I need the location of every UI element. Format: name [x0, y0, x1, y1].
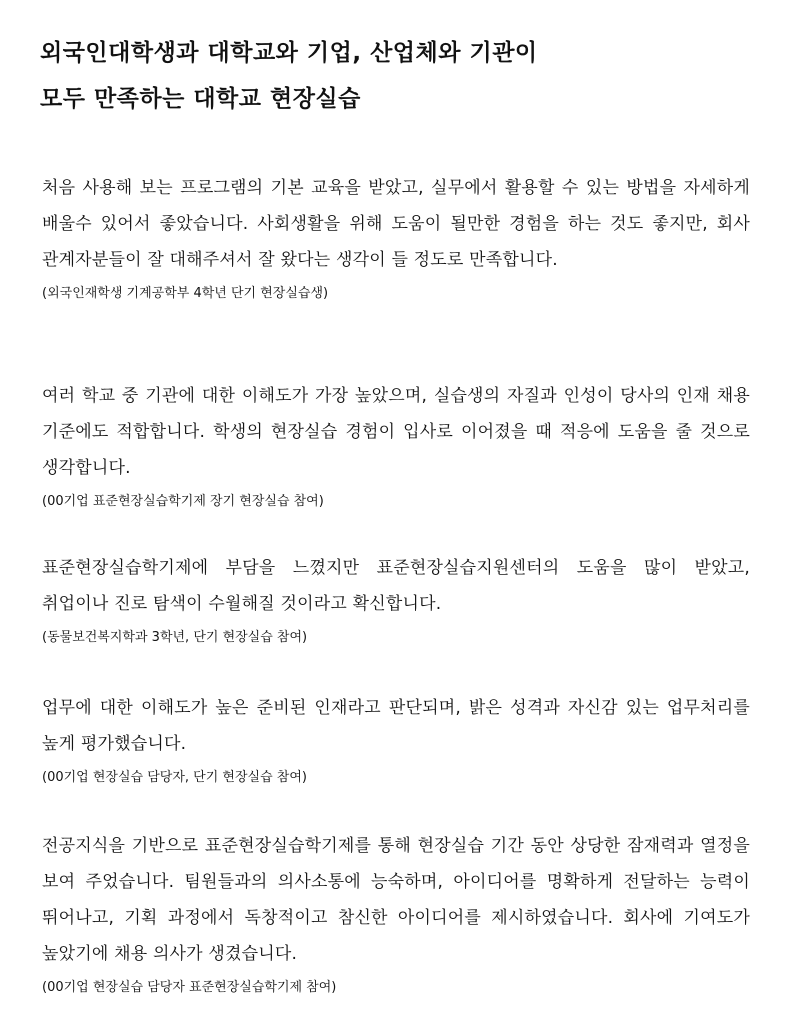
- testimonial-student-mechanical: [42, 170, 750, 306]
- testimonial-quote: 여러 학교 중 기관에 대한 이해도가 가장 높았으며, 실습생의 자질과 인성이 당사의 인재 채용 기준에도 적합합니다. 학생의 현장실습 경험이 입사로 이어졌을 때 적응에 도움을 줄 것으로 생각합니다.: [42, 386, 750, 478]
- testimonial-quote: 표준현장실습학기제에 부담을 느꼈지만 표준현장실습지원센터의 도움을 많이 받았고, 취업이나 진로 탐색이 수월해질 것이라고 확신합니다.: [42, 558, 750, 614]
- testimonial-quote: 처음 사용해 보는 프로그램의 기본 교육을 받았고, 실무에서 활용할 수 있는 방법을 자세하게 배울수 있어서 좋았습니다. 사회생활을 위해 도움이 될만한 경험을 하는 것도 좋지만, 회사 관계자분들이 잘 대해주셔서 잘 왔다는 생각이 들 정도로 만족합니다.: [42, 178, 750, 270]
- testimonial-company-hiring: [42, 828, 750, 1000]
- testimonial-source: (00기업 현장실습 담당자 표준현장실습학기제 참여): [42, 980, 337, 995]
- title-line-1: 외국인대학생과 대학교와 기업, 산업체와 기관이: [40, 40, 538, 66]
- testimonial-company-short-term: [42, 690, 750, 790]
- testimonial-quote: 전공지식을 기반으로 표준현장실습학기제를 통해 현장실습 기간 동안 상당한 잠재력과 열정을 보여 주었습니다. 팀원들과의 의사소통에 능숙하며, 아이디어를 명확하게 전달하는 능력이 뛰어나고, 기획 과정에서 독창적이고 참신한 아이디어를 제시하였습니다. 회사에 기여도가 높았기에 채용 의사가 생겼습니다.: [42, 836, 750, 964]
- title-line-2: 모두 만족하는 대학교 현장실습: [40, 86, 361, 112]
- testimonial-quote: 업무에 대한 이해도가 높은 준비된 인재라고 판단되며, 밝은 성격과 자신감 있는 업무처리를 높게 평가했습니다.: [42, 698, 750, 754]
- testimonial-source: (00기업 현장실습 담당자, 단기 현장실습 참여): [42, 770, 307, 785]
- testimonial-source: (00기업 표준현장실습학기제 장기 현장실습 참여): [42, 494, 324, 509]
- testimonial-source: (외국인재학생 기계공학부 4학년 단기 현장실습생): [42, 286, 329, 301]
- testimonial-student-animal-health: [42, 550, 750, 650]
- document-title: [40, 30, 760, 122]
- testimonial-company-long-term: [42, 378, 750, 514]
- testimonial-source: (동물보건복지학과 3학년, 단기 현장실습 참여): [42, 630, 308, 645]
